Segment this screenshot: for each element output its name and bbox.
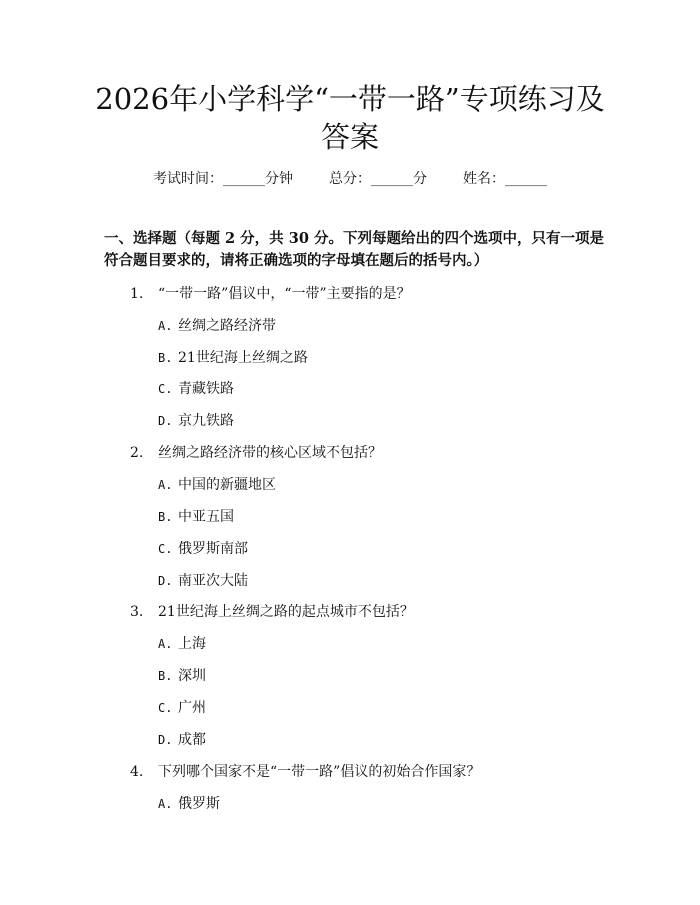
option-letter: A. bbox=[158, 797, 173, 811]
question-2-option-a bbox=[158, 474, 276, 494]
option-text: 俄罗斯 bbox=[178, 796, 220, 812]
option-text: 青藏铁路 bbox=[178, 381, 234, 397]
name-field: 姓名：______ bbox=[463, 171, 547, 187]
question-1-option-a bbox=[158, 315, 276, 335]
question-4-option-a bbox=[158, 793, 220, 813]
question-number: 1. bbox=[130, 286, 144, 302]
question-4 bbox=[130, 761, 480, 781]
question-text: 丝绸之路经济带的核心区域不包括？ bbox=[158, 445, 382, 461]
option-text: 丝绸之路经济带 bbox=[178, 318, 276, 334]
option-text: 俄罗斯南部 bbox=[178, 541, 248, 557]
question-1 bbox=[130, 283, 411, 303]
option-text: 广州 bbox=[178, 700, 206, 716]
question-3-option-b bbox=[158, 665, 206, 685]
question-text: 下列哪个国家不是“一带一路”倡议的初始合作国家？ bbox=[158, 764, 481, 780]
document-title: 2026年小学科学“一带一路”专项练习及答案 bbox=[95, 82, 605, 154]
option-letter: A. bbox=[158, 319, 173, 333]
option-letter: C. bbox=[158, 701, 173, 715]
question-2-option-d bbox=[158, 570, 248, 590]
option-letter: A. bbox=[158, 478, 173, 492]
option-text: 上海 bbox=[178, 636, 206, 652]
section-heading: 一、选择题（每题 2 分，共 30 分。下列每题给出的四个选项中，只有一项是符合题目要求的，请将正确选项的字母填在题后的括号内。） bbox=[104, 230, 604, 269]
exam-time-field: 考试时间：______分钟 bbox=[153, 171, 293, 187]
exam-meta bbox=[0, 168, 700, 188]
question-3-option-d bbox=[158, 729, 206, 749]
question-number: 2. bbox=[130, 445, 144, 461]
option-letter: C. bbox=[158, 382, 173, 396]
question-text: “一带一路”倡议中，“一带”主要指的是？ bbox=[158, 286, 411, 302]
question-2-option-b bbox=[158, 506, 234, 526]
option-letter: D. bbox=[158, 574, 173, 588]
question-1-option-c bbox=[158, 378, 234, 398]
question-number: 4. bbox=[130, 764, 144, 780]
option-letter: D. bbox=[158, 733, 173, 747]
total-score-field: 总分：______分 bbox=[329, 171, 427, 187]
question-text: 21世纪海上丝绸之路的起点城市不包括？ bbox=[158, 604, 414, 620]
option-letter: C. bbox=[158, 542, 173, 556]
option-letter: D. bbox=[158, 414, 173, 428]
question-1-option-d bbox=[158, 410, 234, 430]
option-letter: B. bbox=[158, 669, 173, 683]
question-number: 3. bbox=[130, 604, 144, 620]
option-text: 南亚次大陆 bbox=[178, 573, 248, 589]
option-text: 深圳 bbox=[178, 668, 206, 684]
option-text: 中国的新疆地区 bbox=[178, 477, 276, 493]
option-letter: B. bbox=[158, 351, 173, 365]
question-3 bbox=[130, 601, 414, 621]
option-text: 成都 bbox=[178, 732, 206, 748]
option-text: 中亚五国 bbox=[178, 509, 234, 525]
option-text: 21世纪海上丝绸之路 bbox=[178, 350, 308, 366]
option-letter: A. bbox=[158, 637, 173, 651]
question-2 bbox=[130, 442, 382, 462]
option-letter: B. bbox=[158, 510, 173, 524]
question-2-option-c bbox=[158, 538, 248, 558]
question-3-option-c bbox=[158, 697, 206, 717]
question-3-option-a bbox=[158, 633, 206, 653]
option-text: 京九铁路 bbox=[178, 413, 234, 429]
question-1-option-b bbox=[158, 347, 308, 367]
